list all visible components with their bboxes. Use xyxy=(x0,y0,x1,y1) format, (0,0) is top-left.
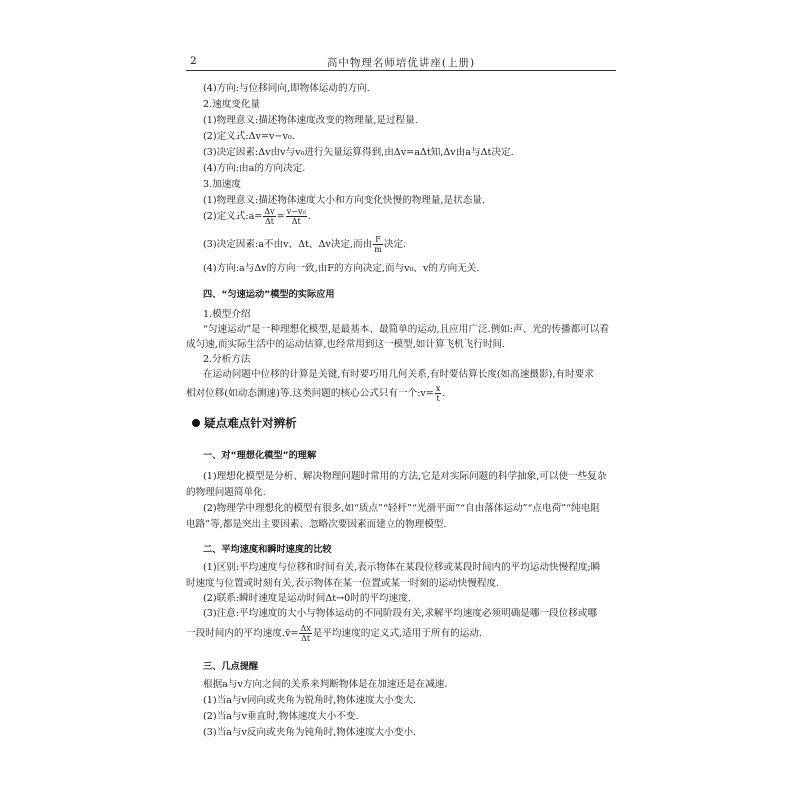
denominator: Δt xyxy=(291,217,301,226)
text-line: (1)物理意义:描述物体速度大小和方向变化快慢的物理量,是状态量. xyxy=(203,195,485,206)
section-heading: 三、几点提醒 xyxy=(203,661,259,672)
text-run: 决定. xyxy=(383,239,407,250)
text-run: . xyxy=(307,211,311,222)
text-line: 电路”等,都是突出主要因素、忽略次要因素而建立的物理模型. xyxy=(186,519,447,530)
main-heading xyxy=(192,415,297,431)
fraction xyxy=(286,207,307,226)
denominator: Δt xyxy=(265,217,275,226)
text-line: 时速度与位置或时刻有关,表示物体在某一位置或某一时刻的运动快慢程度. xyxy=(186,578,500,589)
formula-line-factors xyxy=(203,235,406,254)
page-header xyxy=(186,54,616,71)
formula-line-acceleration xyxy=(203,207,311,226)
text-line: (2)物理学中理想化的模型有很多,如“质点”“轻杆”“光滑平面”“自由落体运动”“点电荷”“纯电阻 xyxy=(203,503,600,514)
denominator: m xyxy=(374,245,382,254)
text-line: (2)联系:瞬时速度是运动时间Δt→0时的平均速度. xyxy=(203,593,411,604)
text-line: (1)区别:平均速度与位移和时间有关,表示物体在某段位移或某段时间内的平均运动快慢程度;瞬 xyxy=(203,562,601,573)
text-line: (3)当a与v反向或夹角为钝角时,物体速度大小变小. xyxy=(203,727,417,738)
text-line: (3)注意:平均速度的大小与物体运动的不同阶段有关,求解平均速度必须明确是哪一段位移或哪 xyxy=(203,608,598,619)
text-line: 1.模型介绍 xyxy=(203,309,251,320)
numerator: x xyxy=(435,384,441,393)
text-line: (2)当a与v垂直时,物体速度大小不变. xyxy=(203,711,359,722)
section-heading: 四、“匀速运动”模型的实际应用 xyxy=(203,289,335,300)
text-run: (3)决定因素:a不由v、Δt、Δv决定,而由 xyxy=(203,239,373,250)
fraction xyxy=(299,624,311,643)
text-line: (4)方向:与位移同向,即物体运动的方向. xyxy=(203,83,370,94)
text-line: (1)理想化模型是分析、解决物理问题时常用的方法,它是对实际问题的科学抽象,可以使一些复杂 xyxy=(203,471,607,482)
book-title: 高中物理名师培优讲座(上册) xyxy=(326,57,476,69)
text-run: 相对位移(如动态测速)等.这类问题的核心公式只有一个:v= xyxy=(186,388,434,399)
fraction xyxy=(373,235,383,254)
text-line: 在运动问题中位移的计算是关键,有时要巧用几何关系,有时要估算长度(如高速摄影),有时要求 xyxy=(203,369,594,380)
bullet-icon xyxy=(192,419,200,427)
page-number: 2 xyxy=(190,55,197,67)
text-line: (1)当a与v同向或夹角为锐角时,物体速度大小变大. xyxy=(203,695,417,706)
fraction xyxy=(263,207,275,226)
text-run: 一段时间内的平均速度.v̄= xyxy=(186,628,299,639)
main-heading-text: 疑点难点针对辨析 xyxy=(204,416,297,430)
text-line: (4)方向:由a的方向决定. xyxy=(203,163,306,174)
text-line: (1)物理意义:描述物体速度改变的物理量,是过程量. xyxy=(203,115,418,126)
text-run: . xyxy=(442,388,446,399)
text-line: 成匀速,而实际生活中的运动估算,也经常用到这一模型,如计算飞机飞行时间. xyxy=(186,339,506,350)
section-heading: 二、平均速度和瞬时速度的比较 xyxy=(203,544,332,555)
text-line: (2)定义式:Δv=v−v₀. xyxy=(203,131,295,142)
text-line: 2.分析方法 xyxy=(203,354,251,365)
text-line: (4)方向:a与Δv的方向一致,由F的方向决定,而与v₀、v的方向无关. xyxy=(203,263,480,274)
text-line: “匀速运动”是一种理想化模型,是最基本、最简单的运动,且应用广泛.例如:声、光的传播都可以看 xyxy=(203,324,609,335)
formula-line-velocity xyxy=(186,384,445,403)
text-line: 根据a与v方向之间的关系来判断物体是在加速还是在减速. xyxy=(203,679,448,690)
denominator: t xyxy=(436,394,440,403)
text-run: 是平均速度的定义式,适用于所有的运动. xyxy=(312,628,482,639)
numerator: Δv xyxy=(264,207,275,216)
text-run: (2)定义式:a= xyxy=(203,211,263,222)
denominator: Δt xyxy=(301,634,311,643)
numerator: F xyxy=(373,235,383,245)
text-run: = xyxy=(276,211,285,222)
text-line: (3)决定因素:Δv由v与v₀进行矢量运算得到,由Δv=aΔt知,Δv由a与Δt决定. xyxy=(203,147,514,158)
fraction xyxy=(435,384,442,403)
numerator: v−v₀ xyxy=(286,207,306,216)
formula-line-average-velocity xyxy=(186,624,482,643)
text-line: 2.速度变化量 xyxy=(203,99,261,110)
text-line: 的物理问题简单化. xyxy=(186,487,266,498)
text-line: 3.加速度 xyxy=(203,179,241,190)
section-heading: 一、对“理想化模型”的理解 xyxy=(203,450,317,461)
numerator: Δx xyxy=(300,624,311,633)
